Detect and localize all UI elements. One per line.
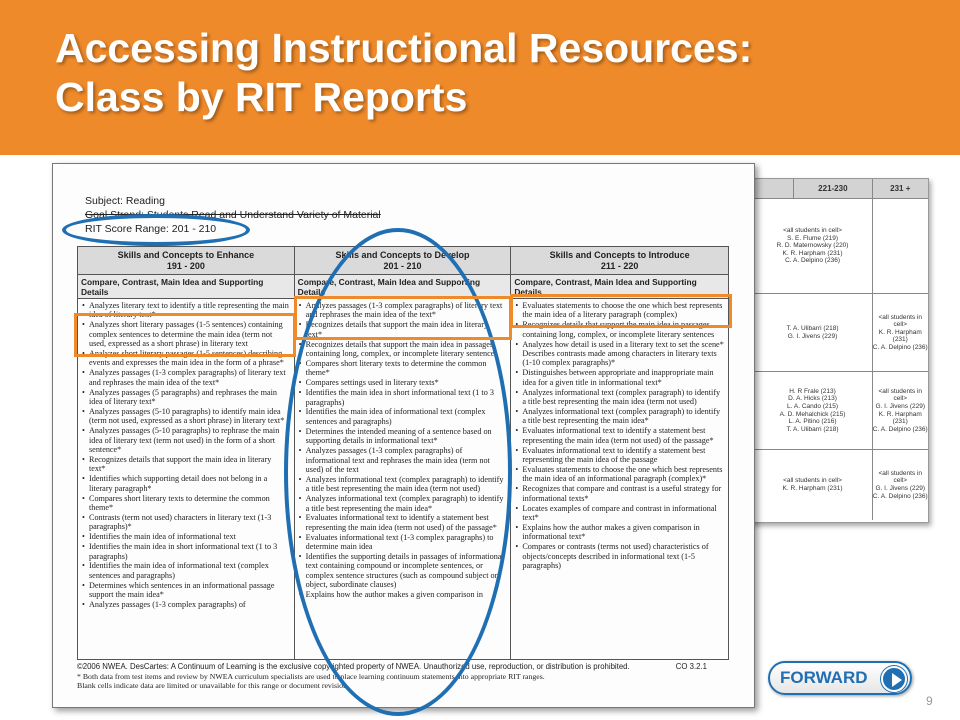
cell-text: <all students in cell>	[783, 477, 842, 485]
column-heading-text: Skills and Concepts to Introduce	[549, 250, 690, 260]
cell-text: <all students in cell>	[783, 227, 842, 235]
introduce-item-highlight-box	[510, 294, 732, 328]
cell-text: L. A. Cando (215)	[787, 402, 838, 410]
slide-title-line1: Accessing Instructional Resources:	[55, 25, 753, 71]
cell-text: T. A. Ulibarri (218)	[786, 324, 839, 332]
back-table-cell	[754, 294, 873, 371]
column-range: 201 - 210	[383, 261, 422, 271]
skill-item: • Compares or contrasts (terms not used) characteristics of objects/concepts described in informational text (1-5 paragraphs)	[515, 542, 724, 570]
skill-item: • Evaluates informational text to identify a statement best representing the main idea (term not used) of the passage*	[299, 513, 507, 532]
skill-item: • Determines which sentences in an informational passage support the main idea*	[82, 581, 290, 600]
play-arrow-icon	[881, 666, 907, 692]
skill-item: • Identifies the supporting details in passages of informational text containing compound or incomplete sentences, or complex sentence structures (such as compound subject or object, subordinate clauses)	[299, 552, 507, 590]
cell-text: A. D. Mehalchick (215)	[779, 410, 846, 418]
column-heading-text: Skills and Concepts to Enhance	[117, 250, 255, 260]
goal-strand-line: Goal Strand: Students Read and Understand Variety of Material	[85, 209, 381, 221]
column-heading	[511, 247, 728, 275]
skill-item: • Recognizes details that support the main idea in passages containing long, complex, or incomplete literary sentences	[515, 320, 724, 339]
skill-item: • Analyzes short literary passages (1-5 sentences) containing complex sentences to determine the main idea (term not used, expressed as a short phrase) in literary text	[82, 320, 290, 348]
cell-text: K. R. Harpham (231)	[782, 485, 843, 492]
skill-item: • Analyzes passages (1-3 complex paragraphs) of	[82, 600, 290, 609]
skill-item: • Recognizes details that support the main idea in literary text*	[299, 320, 507, 339]
enhance-item-highlight-box	[74, 313, 296, 357]
skill-item: • Evaluates statements to choose the one which best represents the main idea of an informational paragraph (complex)*	[515, 465, 724, 484]
cell-text: K. R. Harpham (231)	[878, 410, 922, 426]
skill-item: • Evaluates informational text to identify a statement best representing the main idea (term not used) of the passage*	[515, 426, 724, 445]
back-table-cell	[873, 372, 929, 449]
skill-item: • Identifies the main idea in short informational text (1 to 3 paragraphs)	[299, 388, 507, 407]
skill-item: • Analyzes passages (1-3 complex paragraphs) of literary text and rephrases the main idea of the text*	[299, 301, 507, 320]
back-table-cell	[873, 199, 929, 293]
skill-item: • Contrasts (term not used) characters in literary text (1-3 paragraphs)*	[82, 513, 290, 532]
rit-range-highlight-oval	[62, 214, 250, 246]
skill-item: • Compares short literary texts to determine the common theme*	[299, 359, 507, 378]
skill-item: • Analyzes informational text (complex paragraph) to identify a title best representing the main idea (term not used)	[515, 388, 724, 407]
skill-item: • Recognizes that compare and contrast is a useful strategy for informational texts*	[515, 484, 724, 503]
skill-item: • Evaluates statements to choose the one which best represents the main idea of a literary paragraph (complex)	[515, 301, 724, 320]
back-table-cell	[873, 450, 929, 520]
cell-text: G. I. Jivens (229)	[875, 402, 925, 410]
slide-title	[55, 24, 935, 122]
cell-text: G. I. Jivens (229)	[787, 332, 838, 340]
column-heading	[78, 247, 294, 275]
back-table-cell	[873, 294, 929, 371]
skill-item: • Analyzes passages (5 paragraphs) and rephrases the main idea of literary text*	[82, 388, 290, 407]
back-table-cell	[754, 372, 873, 449]
column-subheading: Compare, Contrast, Main Idea and Supporting Details	[511, 275, 728, 299]
forward-label: FORWARD	[780, 668, 868, 687]
cell-text: T. A. Ulibarri (218)	[786, 425, 839, 433]
copyright-line: ©2006 NWEA. DesCartes: A Continuum of Learning is the exclusive copyrighted property of NWEA. Unauthorized use, reproduction, or distribution is prohibited.	[77, 662, 630, 671]
document-code: CO 3.2.1	[675, 662, 707, 671]
title-banner	[0, 0, 960, 155]
cell-text: C. A. Delpino (236)	[872, 425, 928, 433]
skill-item: • Explains how the author makes a given comparison in	[299, 590, 507, 599]
column-enhance	[78, 247, 295, 659]
skill-item: • Evaluates informational text (1-3 complex paragraphs) to determine main idea	[299, 533, 507, 552]
cell-text: R. D. Maternowsky (220)	[776, 242, 849, 250]
cell-text: G. I. Jivens (229)	[875, 485, 925, 492]
cell-text: <all students in cell>	[878, 387, 923, 403]
skill-item: • Explains how the author makes a given comparison in informational text*	[515, 523, 724, 542]
skill-item: • Compares settings used in literary texts*	[299, 378, 507, 387]
cell-text: <all students in cell>	[878, 469, 923, 485]
column-heading-text: Skills and Concepts to Develop	[335, 250, 470, 260]
page-number: 9	[926, 694, 933, 708]
skill-item: • Analyzes informational text (complex paragraph) to identify a title best representing the main idea*	[299, 494, 507, 513]
skill-item: • Analyzes short literary passages (1-5 sentences) describing events and expresses the main idea in the form of a phrase*	[82, 349, 290, 368]
back-table-cell	[754, 450, 873, 520]
skill-item: • Identifies which supporting detail does not belong in a literary paragraph*	[82, 474, 290, 493]
back-table-cell	[754, 199, 873, 293]
back-table-header-col2: 231 +	[890, 184, 911, 193]
column-range: 191 - 200	[166, 261, 205, 271]
slide-title-line2: Class by RIT Reports	[55, 74, 468, 120]
blank-cells-note: Blank cells indicate data are limited or unavailable for this range or document revision.	[77, 681, 349, 690]
cell-text: C. A. Delpino (236)	[872, 343, 928, 351]
skill-item: • Identifies the main idea in short informational text (1 to 3 paragraphs)	[82, 542, 290, 561]
skill-item: • Analyzes passages (5-10 paragraphs) to identify main idea (term not used, expressed as a short phrase) in literary text*	[82, 407, 290, 426]
cell-text: C. A. Delpino (236)	[872, 492, 928, 500]
skill-item: • Identifies the main idea of informational text (complex sentences and paragraphs)	[82, 561, 290, 580]
skill-item: • Compares short literary texts to determine the common theme*	[82, 494, 290, 513]
cell-text: K. R. Harpham (231)	[878, 328, 922, 344]
cell-text: K. R. Harpham (231)	[782, 249, 843, 257]
subject-line: Subject: Reading	[85, 195, 165, 207]
cell-text: L. A. Pitino (216)	[788, 418, 837, 426]
skill-item: • Locates examples of compare and contrast in informational text*	[515, 504, 724, 523]
skill-item: • Recognizes details that support the main idea in passages containing long, complex, or incomplete literary sentences	[299, 340, 507, 359]
skill-item: • Analyzes literary text to identify a title representing the main idea of literary text*	[82, 301, 290, 320]
skill-item: • Determines the intended meaning of a sentence based on supporting details in informational text*	[299, 427, 507, 446]
develop-item-highlight-box	[294, 296, 512, 340]
skill-item: • Analyzes passages (1-3 complex paragraphs) of informational text and rephrases the main idea (term not used) of the text	[299, 446, 507, 474]
skill-item: • Analyzes passages (5-10 paragraphs) to rephrase the main idea of literary text (term not used) in the form of a short sentence*	[82, 426, 290, 454]
skill-item: • Identifies the main idea of informational text (complex sentences and paragraphs)	[299, 407, 507, 426]
cell-text: D. A. Hicks (213)	[788, 395, 837, 403]
skill-item: • Distinguishes between appropriate and inappropriate main idea for a given title in informational text*	[515, 368, 724, 387]
skill-item: • Evaluates informational text to identify a statement best representing the main idea of the passage	[515, 446, 724, 465]
footnote-line: * Both data from test items and review by NWEA curriculum specialists are used to place learning continuum statements into appropriate RIT ranges.	[77, 671, 545, 681]
forward-button[interactable]	[768, 661, 912, 695]
cell-text: <all students in cell>	[878, 313, 923, 329]
skill-item: • Analyzes informational text (complex paragraph) to identify a title best representing the main idea (term not used)	[299, 475, 507, 494]
cell-text: C. A. Delpino (236)	[785, 257, 840, 265]
skill-item: • Analyzes how detail is used in a literary text to set the scene* Describes contrasts made among characters in literary texts (1-10 complex paragraphs)*	[515, 340, 724, 368]
column-subheading: Compare, Contrast, Main Idea and Supporting Details	[78, 275, 294, 299]
skill-item: • Analyzes passages (1-3 complex paragraphs) of literary text and rephrases the main idea of the text*	[82, 368, 290, 387]
column-subheading: Compare, Contrast, Main Idea and Supporting Details	[295, 275, 511, 299]
back-table-header-col1: 221-230	[793, 179, 872, 198]
column-range: 211 - 220	[600, 261, 639, 271]
cell-text: H. R Frale (213)	[789, 387, 836, 395]
skill-item: • Identifies the main idea of informational text	[82, 532, 290, 541]
skill-item: • Recognizes details that support the main idea in literary text*	[82, 455, 290, 474]
skill-list	[511, 299, 728, 571]
skill-item: • Analyzes informational text (complex paragraph) to identify a title best representing the main idea*	[515, 407, 724, 426]
rit-range-line: RIT Score Range: 201 - 210	[85, 223, 217, 235]
cell-text: S. E. Flume (219)	[787, 234, 838, 242]
